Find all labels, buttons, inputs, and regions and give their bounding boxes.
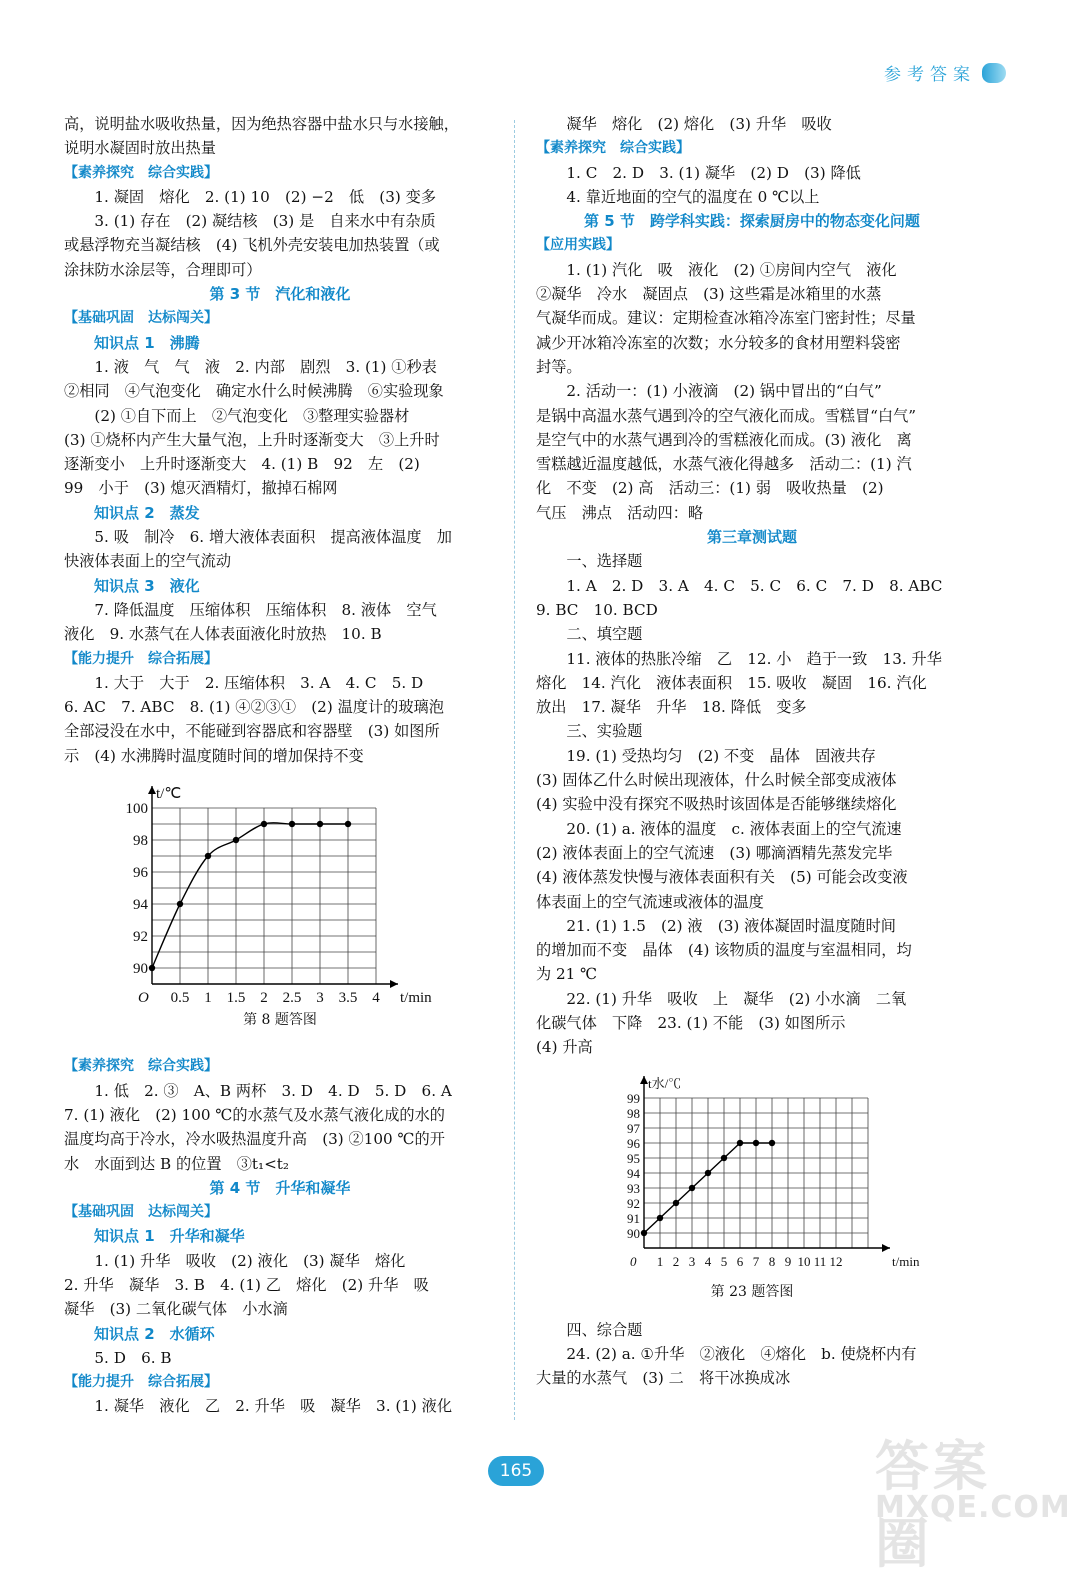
- data-point: [737, 1139, 743, 1145]
- text-line: 5. D 6. B: [94, 1348, 172, 1367]
- text-line: 1. 凝固 熔化 2. (1) 10 (2) −2 低 (3) 变多: [94, 187, 437, 206]
- y-tick-label: 92: [627, 1195, 640, 1211]
- text-line: 示 (4) 水沸腾时温度随时间的增加保持不变: [64, 746, 364, 765]
- data-point: [149, 965, 155, 971]
- section-tag: 【能力提升 综合拓展】: [64, 650, 218, 667]
- text-line: 是锅中高温水蒸气遇到冷的空气液化而成。雪糕冒“白气”: [536, 406, 917, 425]
- section-tag: 【素养探究 综合实践】: [64, 1058, 218, 1075]
- figure-caption: 第 8 题答图: [243, 1012, 317, 1029]
- text-line: 2. 升华 凝华 3. B 4. (1) 乙 熔化 (2) 升华 吸: [64, 1275, 429, 1294]
- text-line: 24. (2) a. ①升华 ②液化 ④熔化 b. 使烧杯内有: [566, 1345, 917, 1364]
- header-title: 参考答案: [884, 65, 976, 85]
- text-line: 7. (1) 液化 (2) 100 ℃的水蒸气及水蒸气液化成的水的: [64, 1105, 445, 1124]
- x-tick-label: 4: [704, 1253, 712, 1269]
- watermark-url: MXQE.COM: [875, 1490, 1071, 1525]
- text-line: 11. 液体的热胀冷缩 乙 12. 小 趋于一致 13. 升华: [566, 649, 942, 668]
- y-tick-label: 90: [627, 1225, 640, 1241]
- text-line: (4) 升高: [536, 1038, 593, 1057]
- text-line: 气凝华而成。建议：定期检查冰箱冷冻室门密封性；尽量: [536, 309, 916, 328]
- section-title: 第三章测试题: [706, 528, 797, 547]
- x-axis-label: t/min: [400, 990, 432, 1007]
- text-line: 或悬浮物充当凝结核 (4) 飞机外壳安装电加热装置（或: [64, 236, 440, 255]
- text-line: 9. BC 10. BCD: [536, 600, 658, 619]
- section-tag: 【素养探究 综合实践】: [536, 140, 690, 157]
- section-tag: 【基础巩固 达标闯关】: [64, 1204, 218, 1221]
- y-tick-label: 90: [133, 961, 148, 978]
- knowledge-point-heading: 知识点 2 蒸发: [94, 503, 200, 522]
- y-tick-label: 94: [133, 897, 148, 914]
- y-tick-label: 91: [627, 1210, 640, 1226]
- text-line: 19. (1) 受热均匀 (2) 不变 晶体 固液共存: [566, 746, 876, 765]
- data-point: [689, 1184, 695, 1190]
- y-axis-label: t/℃: [156, 786, 182, 803]
- text-line: 1. A 2. D 3. A 4. C 5. C 6. C 7. D 8. ABC: [566, 576, 943, 595]
- text-line: 6. AC 7. ABC 8. (1) ④②③① (2) 温度计的玻璃泡: [64, 698, 444, 717]
- x-axis-arrow-icon: [882, 1244, 890, 1252]
- x-tick-label: 3: [688, 1253, 696, 1269]
- x-tick-label: 2: [260, 990, 268, 1007]
- text-line: 1. (1) 升华 吸收 (2) 液化 (3) 凝华 熔化: [94, 1251, 406, 1270]
- y-axis-label: t水/℃: [648, 1075, 682, 1091]
- data-point: [345, 821, 351, 827]
- x-tick-label: 9: [784, 1253, 792, 1269]
- text-line: 大量的水蒸气 (3) 二 将干冰换成冰: [536, 1369, 791, 1388]
- text-line: 高，说明盐水吸收热量，因为绝热容器中盐水只与水接触，: [64, 115, 459, 133]
- section-tag: 【基础巩固 达标闯关】: [64, 310, 218, 327]
- x-tick-label: 2.5: [282, 990, 302, 1007]
- knowledge-point-heading: 知识点 1 升华和凝华: [94, 1227, 245, 1246]
- origin-label: O: [138, 990, 149, 1007]
- section-title: 第 5 节 跨学科实践：探索厨房中的物态变化问题: [584, 212, 920, 231]
- data-point: [317, 821, 323, 827]
- x-tick-label: 3.5: [338, 990, 358, 1007]
- x-axis-label: t/min: [892, 1253, 920, 1269]
- watermark: [871, 1422, 1071, 1575]
- text-line: 为 21 ℃: [536, 965, 598, 984]
- text-line: (3) 固体乙什么时候出现液体，什么时候全部变成液体: [536, 771, 897, 790]
- text-line: 体表面上的空气流速或液体的温度: [536, 892, 764, 911]
- text-line: 的增加而不变 晶体 (4) 该物质的温度与室温相同，均: [536, 941, 912, 960]
- y-tick-label: 99: [627, 1090, 640, 1106]
- text-line: ②凝华 冷水 凝固点 (3) 这些霜是冰箱里的水蒸: [536, 285, 882, 304]
- chart-23-svg: [536, 1070, 968, 1280]
- knowledge-point-heading: 知识点 1 沸腾: [94, 333, 200, 352]
- x-tick-label: 7: [752, 1253, 760, 1269]
- text-line: 凝华 熔化 (2) 熔化 (3) 升华 吸收: [566, 115, 832, 133]
- text-line: 20. (1) a. 液体的温度 c. 液体表面上的空气流速: [566, 819, 902, 838]
- section-title: 第 4 节 升华和凝华: [209, 1178, 351, 1197]
- text-line: (4) 液体蒸发快慢与液体表面积有关 (5) 可能会改变液: [536, 868, 908, 887]
- text-line: 减少开冰箱冷冻室的次数；水分较多的食材用塑料袋密: [536, 333, 901, 352]
- text-line: 液化 9. 水蒸气在人体表面液化时放热 10. B: [64, 625, 382, 644]
- x-tick-label: 11: [813, 1253, 827, 1269]
- x-tick-label: 12: [829, 1253, 843, 1269]
- y-axis-arrow-icon: [148, 786, 156, 794]
- text-line: 7. 降低温度 压缩体积 压缩体积 8. 液体 空气: [94, 600, 437, 619]
- x-tick-label: 2: [672, 1253, 680, 1269]
- data-point: [177, 901, 183, 907]
- text-line: 逐渐变小 上升时逐渐变大 4. (1) B 92 左 (2): [64, 455, 420, 474]
- text-line: ②相同 ④气泡变化 确定水什么时候沸腾 ⑥实验现象: [64, 382, 444, 401]
- text-line: 快液体表面上的空气流动: [64, 552, 232, 571]
- text-line: 1. (1) 汽化 吸 液化 (2) ①房间内空气 液化: [566, 260, 897, 279]
- section-tag: 【素养探究 综合实践】: [64, 164, 218, 181]
- text-line: 封等。: [536, 357, 582, 376]
- data-point: [705, 1169, 711, 1175]
- text-line: (2) 液体表面上的空气流速 (3) 哪滴酒精先蒸发完毕: [536, 843, 893, 862]
- header-pill-icon: [982, 63, 1006, 83]
- page-header: [884, 60, 1006, 85]
- x-tick-label: 10: [797, 1253, 811, 1269]
- page-number: 165: [488, 1456, 544, 1486]
- text-line: 1. 低 2. ③ A、B 两杯 3. D 4. D 5. D 6. A: [94, 1081, 452, 1100]
- text-line: 雪糕越近温度越低，水蒸气液化得越多 活动二：(1) 汽: [536, 455, 912, 474]
- y-tick-label: 93: [627, 1180, 640, 1196]
- text-line: 三、实验题: [566, 722, 643, 741]
- text-line: (3) ①烧杯内产生大量气泡，上升时逐渐变大 ③上升时: [64, 430, 440, 449]
- text-line: 1. 液 气 气 液 2. 内部 剧烈 3. (1) ①秒表: [94, 357, 437, 376]
- text-line: 二、填空题: [566, 625, 643, 644]
- x-tick-label: 5: [720, 1253, 728, 1269]
- y-tick-label: 95: [627, 1150, 640, 1166]
- text-line: 说明水凝固时放出热量: [64, 139, 216, 158]
- x-tick-label: 8: [768, 1253, 776, 1269]
- watermark-logo: 答案圈: [875, 1435, 991, 1575]
- text-line: 水 水面到达 B 的位置 ③t₁<t₂: [64, 1154, 289, 1173]
- data-point: [205, 853, 211, 859]
- text-line: 化 不变 (2) 高 活动三：(1) 弱 吸收热量 (2): [536, 479, 884, 498]
- text-line: (4) 实验中没有探究不吸热时该固体是否能够继续熔化: [536, 795, 897, 814]
- data-point: [233, 837, 239, 843]
- knowledge-point-heading: 知识点 3 液化: [94, 576, 200, 595]
- text-line: 22. (1) 升华 吸收 上 凝华 (2) 小水滴 二氧: [566, 989, 907, 1008]
- text-line: 4. 靠近地面的空气的温度在 0 ℃以上: [566, 187, 820, 206]
- data-point: [753, 1139, 759, 1145]
- y-tick-label: 96: [133, 865, 148, 882]
- y-tick-label: 100: [125, 801, 148, 818]
- left-column: [64, 112, 496, 1419]
- text-line: 熔化 14. 汽化 液体表面积 15. 吸收 凝固 16. 汽化: [536, 673, 927, 692]
- figure-23: [536, 1070, 968, 1304]
- y-tick-label: 97: [627, 1120, 640, 1136]
- text-line: 1. C 2. D 3. (1) 凝华 (2) D (3) 降低: [566, 163, 861, 182]
- text-line: 1. 大于 大于 2. 压缩体积 3. A 4. C 5. D: [94, 673, 424, 692]
- data-point: [261, 821, 267, 827]
- x-axis-arrow-icon: [390, 980, 398, 988]
- text-line: 四、综合题: [566, 1320, 643, 1339]
- text-line: 全部浸没在水中，不能碰到容器底和容器壁 (3) 如图所: [64, 722, 440, 741]
- y-tick-label: 92: [133, 929, 148, 946]
- figure-8: [64, 778, 496, 1032]
- text-line: (2) ①自下而上 ②气泡变化 ③整理实验器材: [94, 406, 410, 425]
- series-line: [152, 823, 348, 968]
- y-tick-label: 98: [627, 1105, 640, 1121]
- section-tag: 【应用实践】: [536, 237, 620, 254]
- text-line: 5. 吸 制冷 6. 增大液体表面积 提高液体温度 加: [94, 528, 452, 547]
- y-tick-label: 98: [133, 833, 148, 850]
- y-tick-label: 96: [627, 1135, 640, 1151]
- data-point: [769, 1139, 775, 1145]
- text-line: 21. (1) 1.5 (2) 液 (3) 液体凝固时温度随时间: [566, 916, 896, 935]
- data-point: [657, 1214, 663, 1220]
- text-line: 凝华 (3) 二氧化碳气体 小水滴: [64, 1300, 288, 1319]
- data-point: [721, 1154, 727, 1160]
- y-tick-label: 94: [627, 1165, 640, 1181]
- text-line: 是空气中的水蒸气遇到冷的雪糕液化而成。(3) 液化 离: [536, 430, 912, 449]
- chart-8-svg: [64, 778, 496, 1008]
- text-line: 温度均高于冷水，冷水吸热温度升高 (3) ②100 ℃的开: [64, 1130, 445, 1149]
- text-line: 化碳气体 下降 23. (1) 不能 (3) 如图所示: [536, 1013, 846, 1032]
- x-tick-label: 0.5: [170, 990, 190, 1007]
- text-line: 99 小于 (3) 熄灭酒精灯，撤掉石棉网: [64, 479, 338, 498]
- text-line: 3. (1) 存在 (2) 凝结核 (3) 是 自来水中有杂质: [94, 212, 436, 231]
- right-column: [536, 112, 968, 1391]
- section-title: 第 3 节 汽化和液化: [209, 285, 351, 304]
- data-point: [673, 1199, 679, 1205]
- text-line: 放出 17. 凝华 升华 18. 降低 变多: [536, 698, 807, 717]
- x-tick-label: 1.5: [226, 990, 246, 1007]
- text-line: 一、选择题: [566, 552, 643, 571]
- x-tick-label: 3: [316, 990, 324, 1007]
- data-point: [641, 1229, 647, 1235]
- data-point: [289, 821, 295, 827]
- knowledge-point-heading: 知识点 2 水循环: [94, 1324, 215, 1343]
- text-line: 涂抹防水涂层等，合理即可）: [64, 260, 262, 279]
- section-tag: 【能力提升 综合拓展】: [64, 1374, 218, 1391]
- x-tick-label: 4: [372, 990, 380, 1007]
- figure-caption: 第 23 题答图: [710, 1283, 794, 1300]
- x-tick-label: 6: [736, 1253, 744, 1269]
- text-line: 气压 沸点 活动四：略: [536, 503, 704, 522]
- origin-label: 0: [630, 1253, 637, 1269]
- column-divider: [514, 120, 515, 1420]
- y-axis-arrow-icon: [640, 1076, 648, 1084]
- x-tick-label: 1: [204, 990, 212, 1007]
- text-line: 2. 活动一：(1) 小液滴 (2) 锅中冒出的“白气”: [566, 382, 882, 401]
- text-line: 1. 凝华 液化 乙 2. 升华 吸 凝华 3. (1) 液化: [94, 1397, 453, 1416]
- x-tick-label: 1: [656, 1253, 664, 1269]
